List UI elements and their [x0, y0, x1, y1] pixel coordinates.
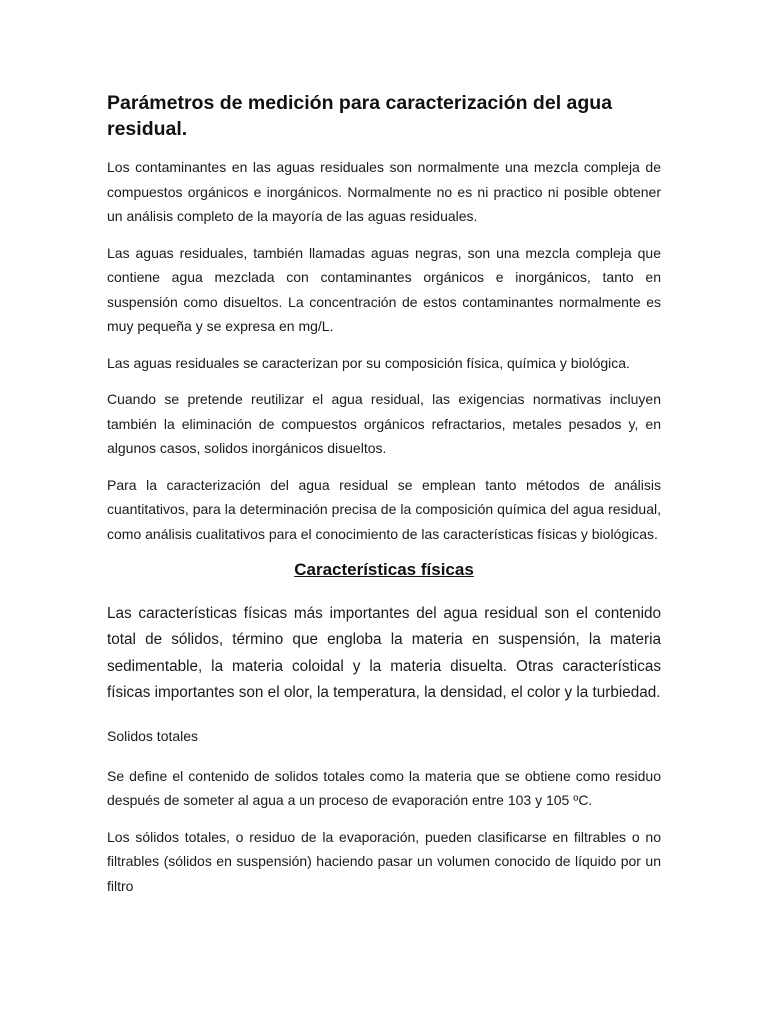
paragraph: Las aguas residuales se caracterizan por su composición física, química y biológica.: [107, 354, 630, 371]
paragraph: Las aguas residuales, también llamadas aguas negras, son una mezcla compleja que contiene agua mezclada con contaminantes orgánicos e inorgánicos, tanto en suspensión como disueltos. La concentración de estos contaminantes normalmente es muy pequeña y se expresa en mg/L.: [107, 244, 661, 334]
document-title: Parámetros de medición para caracterización del agua residual.: [107, 92, 613, 140]
subheading: Solidos totales: [107, 728, 199, 745]
section-heading: Características físicas: [294, 560, 474, 579]
section-intro-paragraph: Las características físicas más importantes del agua residual son el contenido total de sólidos, término que engloba la materia en suspensión, la materia sedimentable, la materia coloidal y la materia disuelta. Otras características físicas importantes son el olor, la temperatura, la densidad, el color y la turbiedad.: [107, 605, 661, 701]
paragraph: Se define el contenido de solidos totales como la materia que se obtiene como residuo después de someter al agua a un proceso de evaporación entre 103 y 105 ºC.: [107, 767, 661, 809]
paragraph: Los sólidos totales, o residuo de la evaporación, pueden clasificarse en filtrables o no filtrables (sólidos en suspensión) haciendo pasar un volumen conocido de líquido por un filtro: [107, 828, 661, 894]
document-page: [107, 90, 661, 910]
paragraph: Los contaminantes en las aguas residuales son normalmente una mezcla compleja de compuestos orgánicos e inorgánicos. Normalmente no es ni practico ni posible obtener un análisis completo de la mayoría de las aguas residuales.: [107, 159, 661, 224]
paragraph: Cuando se pretende reutilizar el agua residual, las exigencias normativas incluyen también la eliminación de compuestos orgánicos refractarios, metales pesados y, en algunos casos, solidos inorgánicos disueltos.: [107, 391, 661, 456]
paragraph: Para la caracterización del agua residual se emplean tanto métodos de análisis cuantitativos, para la determinación precisa de la composición química del agua residual, como análisis cualitativos para el conocimiento de las características físicas y biológicas.: [107, 476, 661, 542]
